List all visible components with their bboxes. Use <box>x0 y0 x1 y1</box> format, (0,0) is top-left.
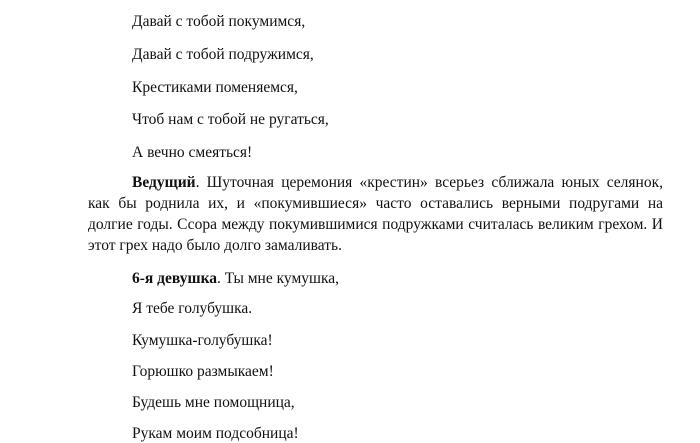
verse-line: Рукам моим подсобница! <box>132 425 299 442</box>
verse-line: Давай с тобой подружимся, <box>132 46 314 63</box>
verse-line: Будешь мне помощница, <box>132 394 295 411</box>
verse-line: Кумушка-голубушка! <box>132 332 273 349</box>
narrator-paragraph <box>88 172 663 256</box>
verse-line: Я тебе голубушка. <box>132 300 253 317</box>
speaker-name: Ведущий <box>132 174 196 191</box>
verse-line: Крестиками поменяемся, <box>132 79 298 96</box>
narrator-text: . Шуточная церемония «крестин» всерьез сближала юных селянок, как бы роднила их, и «покумившиеся» часто оставались верными подругами на долгие годы. Ссора между покумившимися подружками считалась великим грехом. И этот грех надо было долго замаливать. <box>88 174 663 254</box>
verse-line: Давай с тобой покумимся, <box>132 13 306 30</box>
girl6-line <box>132 270 339 288</box>
verse-line: А вечно смеяться! <box>132 144 253 161</box>
verse-line: Чтоб нам с тобой не ругаться, <box>132 111 329 128</box>
verse-line: Горюшко размыкаем! <box>132 363 274 380</box>
speaker-name: 6-я девушка <box>132 270 218 287</box>
verse-line: . Ты мне кумушка, <box>217 270 340 287</box>
